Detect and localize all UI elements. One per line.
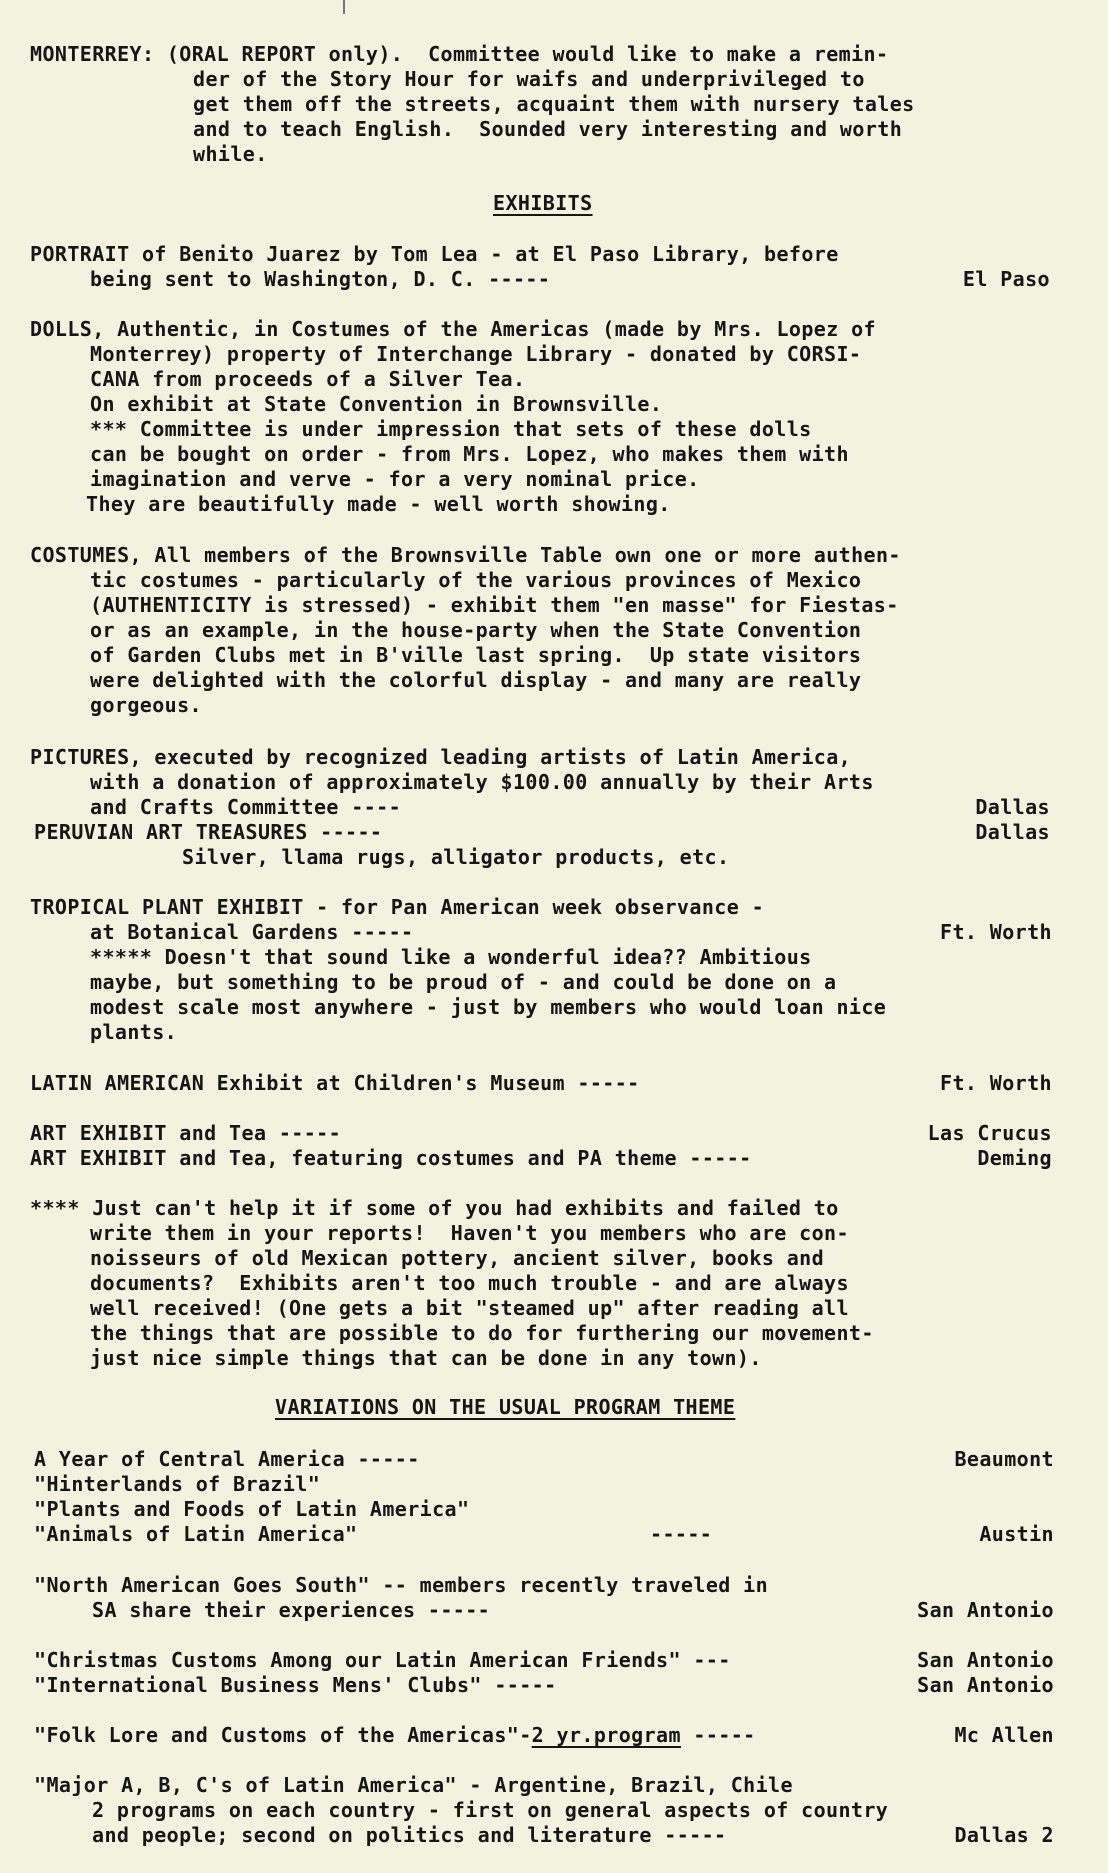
text-line: documents? Exhibits aren't too much trouble - and are always [90,1271,849,1295]
city-label: San Antonio [917,1598,1054,1622]
city-label: Austin [979,1522,1054,1546]
city-label: Dallas [975,795,1050,819]
text-line: A Year of Central America ----- [34,1447,420,1471]
text-line: while. [193,142,268,166]
text-line: get them off the streets, acquaint them with nursery tales [193,92,915,116]
text-line: noisseurs of old Mexican pottery, ancient silver, books and [90,1246,825,1270]
text-line: and Crafts Committee ---- [90,795,402,819]
city-label: Ft. Worth [940,1071,1052,1095]
folk-lore-entry [34,1723,756,1748]
text-line: ***** Doesn't that sound like a wonderful idea?? Ambitious [90,945,812,969]
text-line: were delighted with the colorful display - and many are really [90,668,862,692]
city-label: Mc Allen [954,1723,1054,1747]
text-line: "Animals of Latin America" [34,1522,358,1546]
text-line: being sent to Washington, D. C. ----- [90,267,551,291]
text-line: or as an example, in the house-party when the State Convention [90,618,862,642]
text-line: tic costumes - particularly of the various provinces of Mexico [90,568,862,592]
text-line: PERUVIAN ART TREASURES ----- [34,820,383,844]
text-line: at Botanical Gardens ----- [90,920,414,944]
text-line: "Christmas Customs Among our Latin American Friends" --- [34,1648,731,1672]
text-line: of Garden Clubs met in B'ville last spring. Up state visitors [90,643,862,667]
text-line: LATIN AMERICAN Exhibit at Children's Museum ----- [30,1071,640,1095]
text-line: and to teach English. Sounded very interesting and worth [193,117,903,141]
city-label: Las Crucus [927,1121,1052,1145]
text-line: They are beautifully made - well worth showing. [86,492,671,516]
text-line: "International Business Mens' Clubs" ----- [34,1673,557,1697]
paper-mark [343,0,345,14]
text-line: SA share their experiences ----- [92,1598,491,1622]
city-label: San Antonio [917,1673,1054,1697]
text-line: and people; second on politics and literature ----- [92,1823,727,1847]
text-line: COSTUMES, All members of the Brownsville Table own one or more authen- [30,543,901,567]
city-label: San Antonio [917,1648,1054,1672]
text-line: gorgeous. [90,693,202,717]
city-label: Dallas 2 [954,1823,1054,1847]
text-line: "Folk Lore and Customs of the Americas"- [34,1723,532,1747]
text-line: *** Committee is under impression that sets of these dolls [90,417,812,441]
text-line: just nice simple things that can be done in any town). [90,1346,762,1370]
city-label: Ft. Worth [940,920,1052,944]
text-line: "Hinterlands of Brazil" [34,1472,321,1496]
text-line: CANA from proceeds of a Silver Tea. [90,367,526,391]
text-line: **** Just can't help it if some of you had exhibits and failed to [30,1196,839,1220]
text-line: with a donation of approximately $100.00 annually by their Arts [90,770,874,794]
text-line: (AUTHENTICITY is stressed) - exhibit them "en masse" for Fiestas- [90,593,899,617]
text-line: Monterrey) property of Interchange Library - donated by CORSI- [90,342,862,366]
text-line: well received! (One gets a bit "steamed up" after reading all [90,1296,849,1320]
city-label: Beaumont [954,1447,1054,1471]
text-line: plants. [90,1020,178,1044]
text-line: ART EXHIBIT and Tea ----- [30,1121,342,1145]
variations-heading: VARIATIONS ON THE USUAL PROGRAM THEME [275,1395,736,1419]
text-line: modest scale most anywhere - just by members who would loan nice [90,995,887,1019]
text-line: 2 programs on each country - first on general aspects of country [92,1798,889,1822]
text-line: der of the Story Hour for waifs and underprivileged to [193,67,865,91]
text-line: Silver, llama rugs, alligator products, etc. [182,845,730,869]
city-label: Deming [977,1146,1052,1170]
text-line: maybe, but something to be proud of - and could be done on a [90,970,837,994]
text-line: TROPICAL PLANT EXHIBIT - for Pan American week observance - [30,895,765,919]
text-line: MONTERREY: (ORAL REPORT only). Committee would like to make a remin- [30,42,889,66]
dash-leader: ----- [680,1723,756,1747]
text-line: PORTRAIT of Benito Juarez by Tom Lea - at El Paso Library, before [30,242,839,266]
city-label: El Paso [962,267,1050,291]
text-line: the things that are possible to do for furthering our movement- [90,1321,874,1345]
dash-leader: ----- [650,1522,713,1546]
text-line: imagination and verve - for a very nominal price. [90,467,700,491]
text-line: On exhibit at State Convention in Brownsville. [90,392,663,416]
text-line: ART EXHIBIT and Tea, featuring costumes and PA theme ----- [30,1146,752,1170]
city-label: Dallas [975,820,1050,844]
exhibits-heading: EXHIBITS [493,191,593,215]
text-line: can be bought on order - from Mrs. Lopez, who makes them with [90,442,849,466]
text-line: DOLLS, Authentic, in Costumes of the Americas (made by Mrs. Lopez of [30,317,876,341]
text-line: PICTURES, executed by recognized leading artists of Latin America, [30,745,852,769]
text-line: "Plants and Foods of Latin America" [34,1497,470,1521]
text-line: "North American Goes South" -- members recently traveled in [34,1573,769,1597]
text-line: write them in your reports! Haven't you members who are con- [90,1221,849,1245]
program-emphasis: 2 yr.program [531,1723,681,1747]
text-line: "Major A, B, C's of Latin America" - Argentine, Brazil, Chile [34,1773,793,1797]
